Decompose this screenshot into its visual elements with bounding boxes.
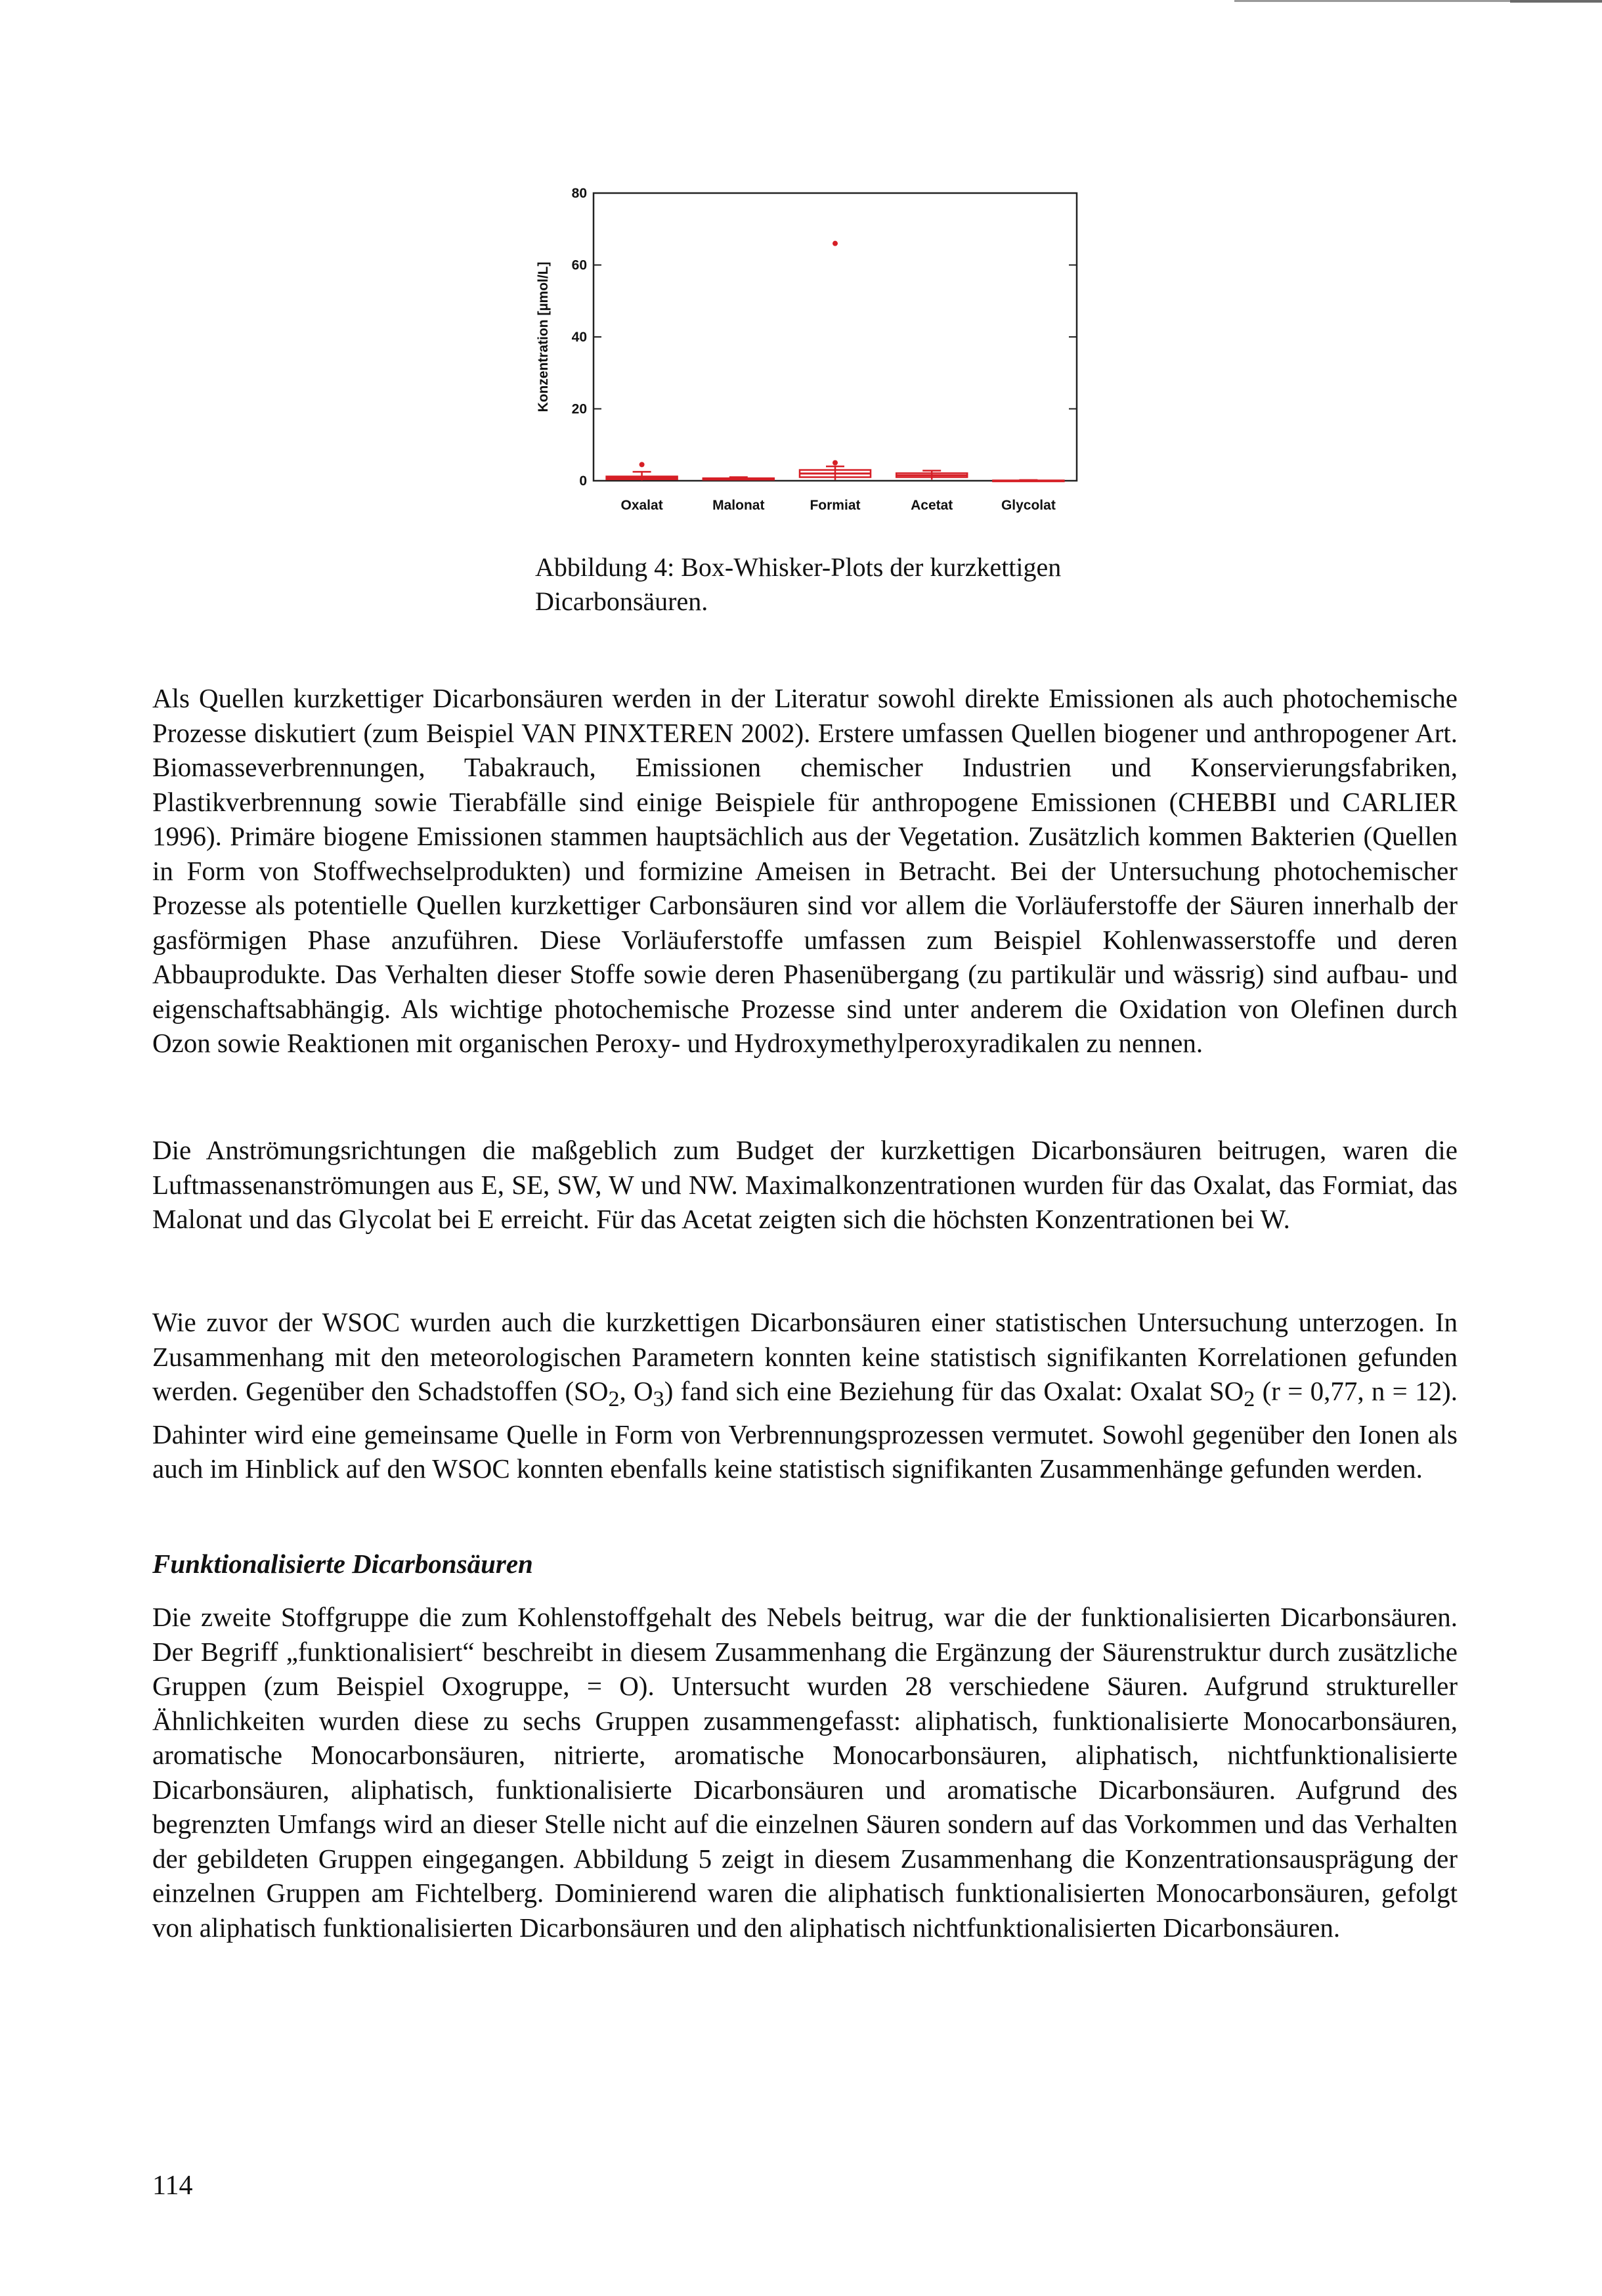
- y-tick-label-40: 40: [571, 330, 587, 345]
- scan-edge-mark: [1510, 0, 1602, 3]
- y-axis-label: Konzentration [µmol/L]: [536, 261, 551, 412]
- x-tick-label-formiat: Formiat: [810, 498, 861, 513]
- p3-text-a: Wie zuvor der WSOC wurden auch die kurzkettigen Dicarbonsäuren einer statistischen Untersuchung unterzogen. In Zusammenhang mit den meteorologischen Parametern konnten keine statistisch signifikanten Korrelationen gefunden werden. Gegenüber den Schadstoffen (SO: [152, 1307, 1458, 1406]
- y-tick-label-80: 80: [571, 186, 587, 201]
- o3-subscript: 3: [653, 1387, 664, 1412]
- p3-text-c: ) fand sich eine Beziehung für das Oxalat: Oxalat SO: [664, 1376, 1244, 1406]
- so2-subscript-2: 2: [1244, 1387, 1255, 1412]
- paragraph-statistics: [152, 1305, 1458, 1486]
- x-tick-label-acetat: Acetat: [911, 498, 953, 513]
- y-tick-label-0: 0: [579, 474, 587, 489]
- box-whisker-chart: [525, 177, 1103, 519]
- box-whisker-figure: [525, 177, 1103, 519]
- p3-text-b: , O: [619, 1376, 653, 1406]
- paragraph-sources: Als Quellen kurzkettiger Dicarbonsäuren werden in der Literatur sowohl direkte Emissionen als auch photochemische Prozesse diskutiert (zum Beispiel VAN PINXTEREN 2002). Erstere umfassen Quellen biogener und anthropogener Art. Biomasseverbrennungen, Tabakrauch, Emissionen chemischer Industrien und Konservierungsfabriken, Plastikverbrennung sowie Tierabfälle sind einige Beispiele für anthropogene Emissionen (CHEBBI und CARLIER 1996). Primäre biogene Emissionen stammen hauptsächlich aus der Vegetation. Zusätzlich kommen Bakterien (Quellen in Form von Stoffwechselprodukten) und formizine Ameisen in Betracht. Bei der Untersuchung photochemischer Prozesse als potentielle Quellen kurzkettiger Carbonsäuren sind vor allem die Vorläuferstoffe der Säuren innerhalb der gasförmigen Phase anzuführen. Diese Vorläuferstoffe umfassen zum Beispiel Kohlenwasserstoffe und deren Abbauprodukte. Das Verhalten dieser Stoffe sowie deren Phasenübergang (zu partikulär und wässrig) sind aufbau- und eigenschaftsabhängig. Als wichtige photochemische Prozesse sind unter anderem die Oxidation von Olefinen durch Ozon sowie Reaktionen mit organischen Peroxy- und Hydroxymethylperoxyradikalen zu nennen.: [152, 683, 1458, 1058]
- plot-area-frame: [594, 193, 1077, 481]
- x-ticks: [620, 498, 1055, 513]
- x-tick-label-glycolat: Glycolat: [1001, 498, 1056, 513]
- x-tick-label-malonat: Malonat: [712, 498, 765, 513]
- outlier-formiat-0: [833, 460, 838, 466]
- x-tick-label-oxalat: Oxalat: [620, 498, 663, 513]
- so2-subscript: 2: [608, 1387, 620, 1412]
- paragraph-functionalized-acids: Die zweite Stoffgruppe die zum Kohlenstoffgehalt des Nebels beitrug, war die der funktionalisierten Dicarbonsäuren. Der Begriff „funktionalisiert“ beschreibt in diesem Zusammenhang die Ergänzung der Säurenstruktur durch zusätzliche Gruppen (zum Beispiel Oxogruppe, = O). Untersucht wurden 28 verschiedene Säuren. Aufgrund struktureller Ähnlichkeiten wurden diese zu sechs Gruppen zusammengefasst: aliphatisch, funktionalisierte Monocarbonsäuren, aromatische Monocarbonsäuren, nitrierte, aromatische Monocarbonsäuren, aliphatisch, nichtfunktionalisierte Dicarbonsäuren, aliphatisch, funktionalisierte Dicarbonsäuren und aromatische Dicarbonsäuren. Aufgrund des begrenzten Umfangs wird an dieser Stelle nicht auf die einzelnen Säuren sondern auf das Vorkommen und das Verhalten der gebildeten Gruppen eingegangen. Abbildung 5 zeigt in diesem Zusammenhang die Konzentrationsausprägung der einzelnen Gruppen am Fichtelberg. Dominierend waren die aliphatisch funktionalisierten Monocarbonsäuren, gefolgt von aliphatisch funktionalisierten Dicarbonsäuren und den aliphatisch nichtfunktionalisierten Dicarbonsäuren.: [152, 1602, 1458, 1943]
- y-tick-label-20: 20: [571, 401, 587, 417]
- outlier-oxalat-0: [639, 462, 645, 467]
- y-tick-label-60: 60: [571, 257, 587, 273]
- y-ticks: [572, 186, 1077, 489]
- outlier-formiat-1: [833, 241, 838, 246]
- figure-caption: Abbildung 4: Box-Whisker-Plots der kurzkettigen Dicarbonsäuren.: [535, 552, 1062, 616]
- p3-text-d: (r = 0,77, n = 12). Dahinter wird eine gemeinsame Quelle in Form von Verbrennungsprozessen vermutet. Sowohl gegenüber den Ionen als auch im Hinblick auf den WSOC konnten ebenfalls keine statistisch signifikanten Zusammenhänge gefunden werden.: [152, 1376, 1458, 1484]
- paragraph-flow-directions: Die Anströmungsrichtungen die maßgeblich zum Budget der kurzkettigen Dicarbonsäuren beitrugen, waren die Luftmassenanströmungen aus E, SE, SW, W und NW. Maximalkonzentrationen wurden für das Oxalat, das Formiat, das Malonat und das Glycolat bei E erreicht. Für das Acetat zeigten sich die höchsten Konzentrationen bei W.: [152, 1135, 1458, 1234]
- box-series: [607, 241, 1064, 481]
- section-heading: Funktionalisierte Dicarbonsäuren: [152, 1549, 533, 1579]
- page-number: 114: [152, 2171, 193, 2201]
